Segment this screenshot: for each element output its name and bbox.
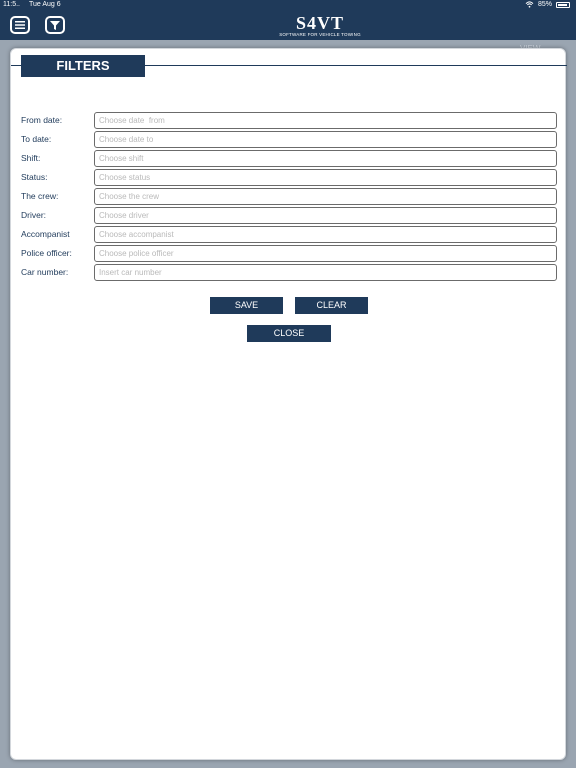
- wifi-icon: [525, 1, 534, 8]
- status-right: [525, 1, 570, 8]
- to-date-row: [21, 131, 557, 148]
- accompanist-input[interactable]: [94, 226, 557, 243]
- app-logo: [270, 14, 370, 38]
- battery-percent: 85%: [537, 1, 552, 8]
- funnel-filter-icon: [49, 20, 61, 31]
- car-number-input[interactable]: [94, 264, 557, 281]
- police-officer-label: Police officer:: [21, 248, 72, 258]
- from-date-row: [21, 112, 557, 129]
- to-date-label: To date:: [21, 134, 52, 144]
- driver-row: [21, 207, 557, 224]
- logo-wordmark: S4VT: [295, 13, 344, 33]
- modal-title: FILTERS: [21, 55, 145, 77]
- crew-input[interactable]: [94, 188, 557, 205]
- car-number-row: [21, 264, 557, 281]
- driver-input[interactable]: [94, 207, 557, 224]
- logo-tagline: SOFTWARE FOR VEHICLE TOWING: [279, 32, 361, 37]
- police-officer-row: [21, 245, 557, 262]
- status-date: Tue Aug 6: [29, 1, 61, 8]
- nav-bar: [0, 12, 576, 40]
- shift-row: [21, 150, 557, 167]
- status-row: [21, 169, 557, 186]
- filters-modal: [10, 48, 566, 760]
- status-time: 11:5..: [3, 1, 20, 8]
- accompanist-label: Accompanist: [21, 229, 70, 239]
- shift-input[interactable]: [94, 150, 557, 167]
- crew-row: [21, 188, 557, 205]
- battery-icon: [556, 2, 570, 8]
- close-button[interactable]: CLOSE: [247, 325, 331, 342]
- driver-label: Driver:: [21, 210, 47, 220]
- status-bar: [0, 0, 576, 12]
- from-date-label: From date:: [21, 115, 63, 125]
- clear-button[interactable]: CLEAR: [295, 297, 368, 314]
- crew-label: The crew:: [21, 191, 59, 201]
- accompanist-row: [21, 226, 557, 243]
- shift-label: Shift:: [21, 153, 41, 163]
- filter-button[interactable]: [45, 16, 65, 34]
- menu-button[interactable]: [10, 16, 30, 34]
- from-date-input[interactable]: [94, 112, 557, 129]
- save-button[interactable]: SAVE: [210, 297, 283, 314]
- status-label: Status:: [21, 172, 48, 182]
- hamburger-menu-icon: [14, 20, 26, 30]
- police-officer-input[interactable]: [94, 245, 557, 262]
- to-date-input[interactable]: [94, 131, 557, 148]
- car-number-label: Car number:: [21, 267, 69, 277]
- status-input[interactable]: [94, 169, 557, 186]
